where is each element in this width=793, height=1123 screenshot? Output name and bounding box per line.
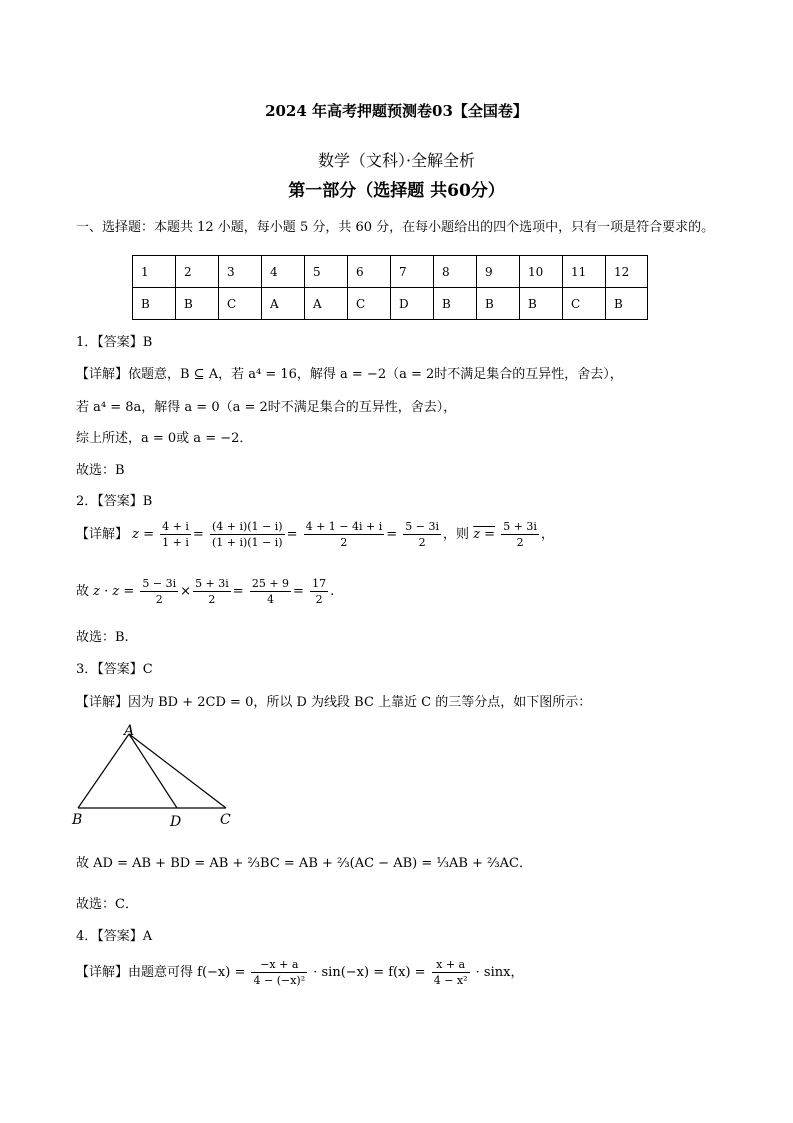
answer-table-answer-cell: C (563, 288, 606, 320)
q2-frac-6-den: 2 (155, 593, 163, 606)
q2-z-expr: z = (132, 527, 155, 542)
answer-table-number-cell: 12 (606, 256, 648, 288)
vertex-label-c: C (220, 812, 231, 828)
answer-table-number-cell: 1 (133, 256, 176, 288)
q1-detail-line2: 若 a⁴ = 8a，解得 a = 0（a = 2时不满足集合的互异性，舍去）， (76, 400, 457, 415)
section-intro: 一、选择题：本题共 12 小题，每小题 5 分，共 60 分，在每小题给出的四个选项中，只有一项是符合要求的。 (76, 220, 715, 235)
triangle-diagram (68, 722, 238, 830)
answer-table-answer-cell: C (219, 288, 262, 320)
q2-frac-8 (250, 577, 291, 606)
q4-detail-line1 (76, 958, 523, 987)
q2-zz: z · z = (93, 584, 135, 599)
answer-table-answer-cell: A (305, 288, 348, 320)
q2-frac-9-den: 2 (315, 593, 323, 606)
q2-zbar: z = (473, 527, 496, 542)
answer-table-number-cell: 8 (434, 256, 477, 288)
q3-detail-line1: 【详解】因为 BD + 2CD = 0，所以 D 为线段 BC 上靠近 C 的三等分点，如下图所示： (76, 695, 592, 710)
answer-table-answer-row (133, 288, 648, 320)
q1-answer: 故选：B (76, 463, 125, 478)
q2-frac-5-num: 5 + 3i (503, 520, 537, 533)
answer-table-answer-cell: B (477, 288, 520, 320)
answer-table-number-cell: 10 (520, 256, 563, 288)
q2-frac-2-den: (1 + i)(1 − i) (211, 536, 283, 549)
q2-times: × (180, 584, 192, 599)
exam-subtitle: 数学（文科）·全解全析 (317, 151, 476, 170)
answer-table-number-cell: 6 (348, 256, 391, 288)
q2-frac-3-num: 4 + 1 − 4i + i (305, 520, 383, 533)
q4-frac-1-num: −x + a (251, 958, 307, 973)
q4-frac-2 (432, 958, 470, 987)
q2-frac-4-den: 2 (418, 536, 426, 549)
q4-detail-mid: · sin(−x) = f(x) = (313, 965, 426, 980)
q2-frac-5 (501, 520, 539, 549)
q1-detail-line3: 综上所述，a = 0或 a = −2． (76, 431, 253, 446)
q2-frac-4-num: 5 − 3i (405, 520, 440, 533)
q4-frac-2-num: x + a (432, 958, 470, 973)
answer-table-answer-cell: B (176, 288, 219, 320)
q2-detail-label: 【详解】 (76, 527, 129, 542)
answer-table-number-cell: 7 (391, 256, 434, 288)
answer-table-answer-cell: B (434, 288, 477, 320)
q2-detail-line1: 【详解】 z = $\frac{4 + i}{1 + i}$ = $\frac{(4 + i)(1 - i)}{(1 + i)(1 - i)}$ = $\frac{4 + 1 - 4i + i}{2}$ = $\frac{5 - 3i}{2}$ ，则 z = $\frac{5 + 3i}{2}$ ， (76, 520, 554, 549)
answer-table-answer-cell: A (262, 288, 305, 320)
q2-frac-1-den: 1 + i (162, 536, 189, 549)
q2-heading: 2．【答案】B (76, 494, 153, 509)
answer-table-answer-cell: B (606, 288, 648, 320)
q1-heading: 1．【答案】B (76, 335, 153, 350)
q3-detail-line2: 故 AD = AB + BD = AB + ⅔BC = AB + ⅔(AC − AB) = ⅓AB + ⅔AC． (76, 856, 532, 871)
q3-answer: 故选：C． (76, 897, 138, 912)
q1-detail-line1: 【详解】依题意，B ⊆ A，若 a⁴ = 16，解得 a = −2（a = 2时不满足集合的互异性，舍去）， (76, 367, 623, 382)
q2-answer: 故选：B. (76, 630, 129, 645)
exam-title: 2024 年高考押题预测卷03【全国卷】 (265, 102, 528, 120)
q2-detail-line2: 故 z · z = $\frac{5 - 3i}{2}$ × $\frac{5 + 3i}{2}$ = $\frac{25 + 9}{4}$ = $\frac{17}{2}$ . (76, 577, 335, 606)
q2-frac-6-num: 5 − 3i (142, 577, 177, 590)
q4-frac-1-den: 4 − (−x)² (253, 974, 306, 987)
q3-heading: 3．【答案】C (76, 662, 153, 677)
answer-table-number-row (133, 256, 648, 288)
q2-frac-8-den: 4 (266, 593, 274, 606)
q4-frac-1 (251, 958, 307, 987)
q2-frac-1 (160, 520, 191, 549)
answer-table-answer-cell: C (348, 288, 391, 320)
q2-frac-2-num: (4 + i)(1 − i) (211, 520, 283, 533)
answer-table (132, 255, 648, 320)
answer-table-number-cell: 9 (477, 256, 520, 288)
q4-frac-2-den: 4 − x² (433, 974, 468, 987)
q2-frac-1-num: 4 + i (162, 520, 189, 533)
edge-ac (129, 734, 226, 808)
answer-table-number-cell: 11 (563, 256, 606, 288)
q2-frac-5-den: 2 (516, 536, 524, 549)
q2-frac-9-num: 17 (312, 577, 327, 590)
edge-ad (129, 734, 177, 808)
answer-table-number-cell: 2 (176, 256, 219, 288)
q2-therefore: 故 (76, 584, 90, 599)
vertex-label-b: B (72, 812, 83, 828)
q2-frac-7-den: 2 (208, 593, 216, 606)
answer-table-answer-cell: B (520, 288, 563, 320)
answer-table-number-cell: 3 (219, 256, 262, 288)
vertex-label-d: D (170, 814, 182, 830)
q2-frac-3-den: 2 (340, 536, 348, 549)
q4-detail-pre: 【详解】由题意可得 f(−x) = (76, 965, 246, 980)
edge-ab (78, 734, 129, 808)
q2-frac-3 (304, 520, 385, 549)
q2-frac-6 (140, 577, 178, 606)
section-title: 第一部分（选择题 共60分） (288, 181, 505, 201)
answer-table-number-cell: 5 (305, 256, 348, 288)
q2-frac-7 (193, 577, 231, 606)
q2-frac-7-num: 5 + 3i (195, 577, 229, 590)
vertex-label-a: A (124, 723, 135, 739)
answer-table-answer-cell: D (391, 288, 434, 320)
answer-table-number-cell: 4 (262, 256, 305, 288)
q4-heading: 4．【答案】A (76, 929, 153, 944)
q2-frac-9 (310, 577, 328, 606)
q2-then: ，则 (443, 527, 470, 542)
answer-table-answer-cell: B (133, 288, 176, 320)
q2-frac-2 (210, 520, 285, 549)
q2-frac-4 (403, 520, 441, 549)
q4-detail-post: · sinx， (475, 965, 524, 980)
q2-frac-8-num: 25 + 9 (251, 577, 290, 590)
